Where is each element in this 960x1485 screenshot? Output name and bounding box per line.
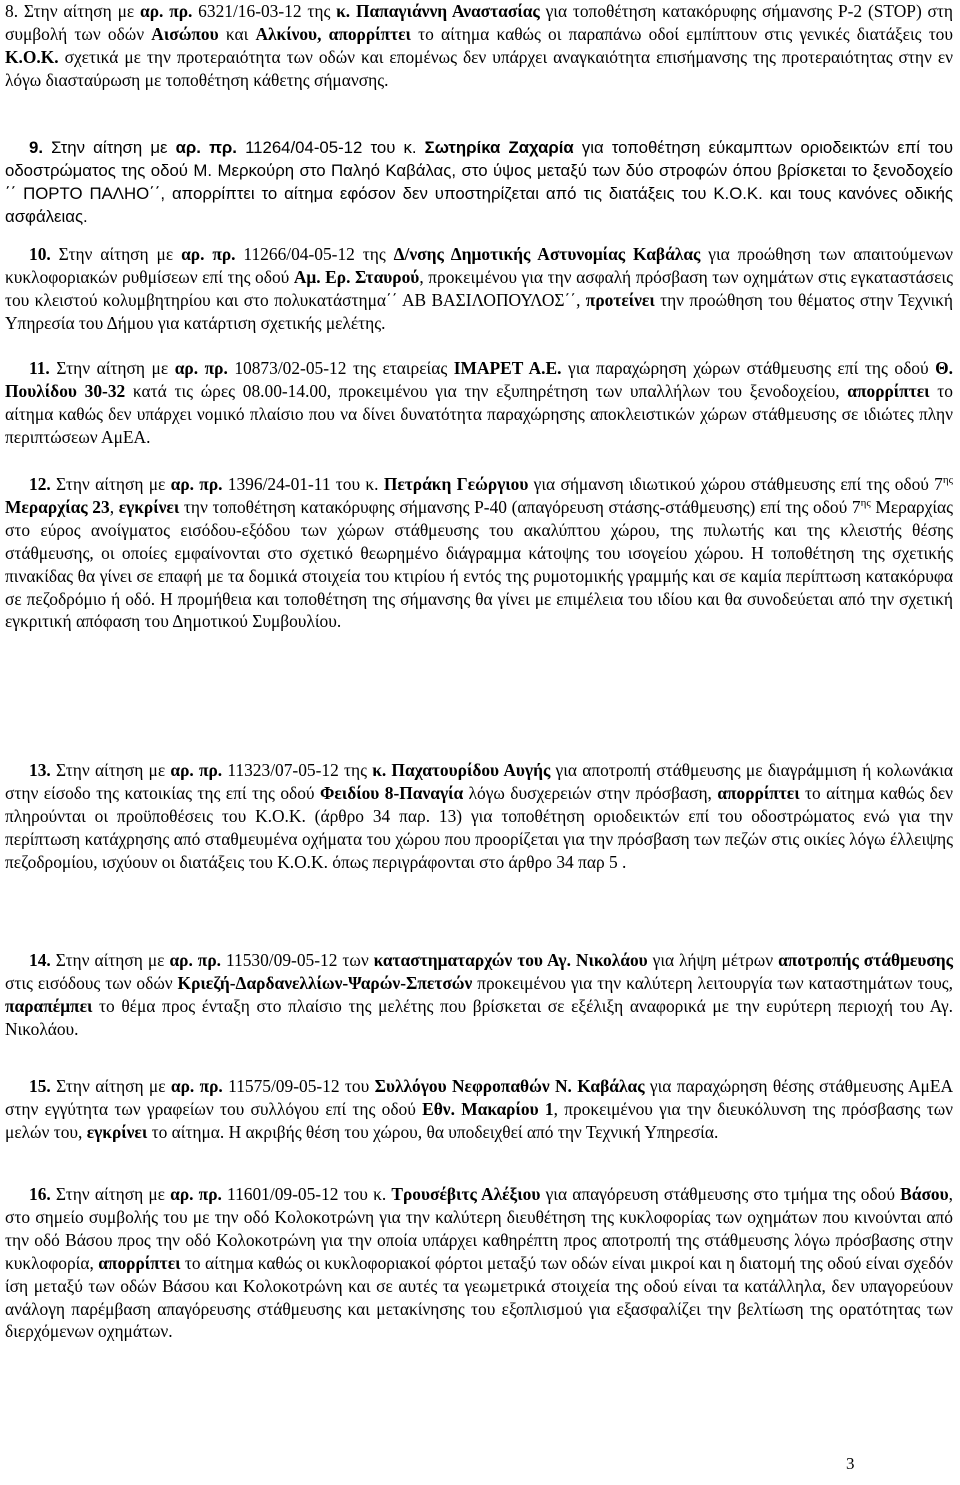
text-run: Μεραρχίας στο εύρος ανοίγματος εισόδου-εξόδου των χώρων στάθμευσης του ακαλύπτου χώρου, της πυλωτής και της κλειστής θέσης στάθμευσης, οι οποίες εμφαίνονται στο σχετικό θεωρημένο διάγραμμα κάτοψης του ισογείου χώρου. Η τοποθέτηση της σχετικής πινακίδας θα γίνει σε επαφή με τα δομικά στοιχεία του κτιρίου ή εντός της ρυμοτομικής γραμμής και σε καμία περίπτωση κατακόρυφα σε πεζοδρόμιο ή οδό. Η προμήθεια και τοποθέτηση της σήμανσης θα γίνει με επιμέλεια του ιδίου και θα συνοδεύεται από την σχετική εγκριτική απόφαση του Δημοτικού Συμβουλίου. — [5, 496, 954, 632]
text-run: Στην αίτηση με — [50, 1184, 171, 1204]
bold-text-run: 16. — [29, 1184, 51, 1204]
text-run: 10873/02-05-12 της εταιρείας — [227, 358, 454, 378]
bold-text-run: εγκρίνει — [86, 1121, 148, 1142]
text-run: , — [109, 496, 119, 517]
bold-text-run: αρ. πρ. — [169, 950, 221, 970]
bold-text-run: αρ. πρ. — [170, 760, 223, 780]
text-run: 11601/09-05-12 του κ. — [221, 1184, 392, 1204]
bold-text-run: αρ. πρ. — [181, 244, 236, 264]
item-16 — [5, 1183, 953, 1343]
item-14 — [5, 949, 953, 1041]
bold-text-run: κ. Παχατουρίδου Αυγής — [372, 760, 551, 780]
bold-text-run: 9. — [29, 138, 43, 157]
bold-text-run: Κ.Ο.Κ. — [5, 46, 59, 67]
text-run: για παραχώρηση χώρων στάθμευσης επί της οδού — [561, 358, 936, 378]
item-9 — [5, 137, 953, 229]
bold-text-run: απορρίπτει — [717, 782, 800, 803]
bold-text-run: ΙΜΑΡΕΤ Α.Ε. — [453, 358, 562, 378]
bold-text-run: Πετράκη Γεώργιου — [383, 474, 529, 494]
ordinal-suffix: ης — [860, 496, 871, 509]
bold-text-run: 14. — [29, 950, 51, 970]
text-run: κατά τις ώρες 08.00-14.00, προκειμένου για την εξυπηρέτηση των υπαλλήλων του ξενοδοχείου, — [125, 380, 848, 401]
text-run: την προώθηση του θέματος στην Τεχνική Υπηρεσία του Δήμου για κατάρτιση σχετικής μελέτης. — [5, 289, 954, 333]
bold-text-run: 10. — [29, 244, 51, 264]
text-run: 6321/16-03-12 της — [192, 1, 337, 21]
bold-text-run: 11. — [29, 358, 50, 378]
text-run: 11575/09-05-12 του — [222, 1076, 375, 1096]
bold-text-run: παραπέμπει — [5, 995, 93, 1016]
text-run: για λήψη μέτρων — [647, 950, 779, 970]
bold-text-run: απορρίπτει — [98, 1252, 181, 1273]
bold-text-run: απορρίπτει — [847, 380, 930, 401]
text-run: και — [218, 23, 256, 44]
text-run: 11266/04-05-12 της — [235, 244, 394, 264]
text-run: Στην αίτηση με — [50, 760, 171, 780]
bold-text-run: Σωτηρίκα Ζαχαρία — [424, 138, 574, 157]
item-13 — [5, 759, 953, 874]
text-run: σχετικά με την προτεραιότητα των οδών και επομένως δεν υπάρχει αναγκαιότητα επισήμανσης της προτεραιότητας στην εν λόγω διασταύρωση με τοποθέτηση κάθετης σήμανσης. — [5, 46, 953, 90]
text-run: το αίτημα καθώς οι κυκλοφοριακοί φόρτοι μεταξύ των οδών είναι μικροί και η διατομή της οδού είναι σχεδόν ίση μεταξύ των οδών Βάσου και Κολοκοτρώνη και σε αυτές τα γεωμετρικά στοιχεία της οδού είναι τα κατάλληλα, δεν υπαγορεύουν ανάλογη παρέμβαση απαγόρευσης στάθμευσης και μετακίνησης του εξοπλισμού για εξασφαλίζει την βελτίωση της ορατότητας των διερχόμενων οχημάτων. — [5, 1252, 953, 1342]
bold-text-run: Συλλόγου Νεφροπαθών Ν. Καβάλας — [374, 1076, 645, 1096]
text-run: 11530/09-05-12 των — [220, 950, 374, 970]
bold-text-run: Φειδίου 8-Παναγία — [319, 782, 464, 803]
text-run: στις εισόδους των οδών — [5, 972, 178, 993]
text-run: , προκειμένου για την ασφαλή πρόσβαση των οχημάτων στις εγκαταστάσεις του κλειστού κολυμβητηρίου και στο πολυκατάστημα΄΄ ΑΒ ΒΑΣΙΛΟΠΟΥΛΟΣ΄΄, — [5, 266, 953, 310]
bold-text-run: προτείνει — [585, 289, 655, 310]
bold-text-run: Θ. Πουλίδου 30-32 — [5, 358, 953, 401]
item-15 — [5, 1075, 953, 1144]
text-run: για τοποθέτηση εύκαμπτων οριοδεικτών επί του οδοστρώματος της οδού Μ. Μερκούρη στο Παληό Καβάλας, στο ύψος μεταξύ των δύο στροφών όπου βρίσκεται το ξενοδοχείο ΄΄ ΠΟΡΤΟ ΠΑΛΗΟ΄΄, απορρίπτει το αίτημα εφόσον δεν υποστηρίζεται από τις διατάξεις του Κ.Ο.Κ. και τους κανόνες οδικής ασφάλειας. — [5, 138, 954, 226]
text-run: Στην αίτηση με — [50, 950, 170, 970]
text-run: προκειμένου για την καλύτερη λειτουργία των καταστημάτων τους, — [472, 972, 953, 993]
ordinal-suffix: ης — [942, 474, 953, 486]
bold-text-run: εγκρίνει — [118, 496, 180, 517]
text-run: για αποτροπή στάθμευσης με διαγράμμιση ή κολωνάκια στην είσοδο της κατοικίας της επί της οδού — [5, 760, 953, 803]
bold-text-run: αρ. πρ. — [175, 138, 237, 157]
bold-text-run: Βάσου — [900, 1184, 949, 1204]
item-11 — [5, 357, 953, 449]
page-number: 3 — [846, 1454, 855, 1473]
bold-text-run: αρ. πρ. — [140, 1, 193, 21]
text-run: 8. Στην αίτηση με — [5, 1, 141, 21]
text-run: 1396/24-01-11 του κ. — [222, 474, 384, 494]
bold-text-run: Δ/νσης Δημοτικής Αστυνομίας Καβάλας — [393, 244, 701, 264]
bold-text-run: Τρουσέβιτς Αλέξιου — [391, 1184, 541, 1204]
bold-text-run: καταστηματαρχών του Αγ. Νικολάου — [373, 950, 648, 970]
bold-text-run: Μεραρχίας 23 — [5, 496, 110, 517]
text-run: για τοποθέτηση κατακόρυφης σήμανσης Ρ-2 (STOP) στη συμβολή των οδών — [5, 1, 954, 44]
text-run: Στην αίτηση με — [50, 474, 171, 494]
text-run: Στην αίτηση με — [49, 358, 175, 378]
text-run: Στην αίτηση με — [50, 244, 182, 264]
bold-text-run: Κριεζή-Δαρδανελλίων-Ψαρών-Σπετσών — [177, 972, 473, 993]
bold-text-run: Αμ. Ερ. Σταυρού — [293, 266, 420, 287]
bold-text-run: 13. — [29, 760, 51, 780]
item-8 — [5, 0, 953, 92]
text-run: το αίτημα καθώς δεν πληρούνται οι προϋποθέσεις του Κ.Ο.Κ. (άρθρο 34 παρ. 13) για τοποθέτηση οριοδεικτών επί του οδοστρώματος ενώ για την περίπτωση κατάχρησης από σταθμευμένα οχήματα του χώρου που προορίζεται για την πρόσβαση των πεζών στις οικίες λόγω έλλειψης πεζοδρομίου, ισχύουν οι διατάξεις του Κ.Ο.Κ. όπως περιγράφονται στο άρθρο 34 παρ 5 . — [5, 782, 954, 872]
text-run: την τοποθέτηση κατακόρυφης σήμανσης Ρ-40 (απαγόρευση στάσης-στάθμευσης) επί της οδού 7 — [179, 496, 861, 517]
text-run: για προώθηση των απαιτούμενων κυκλοφοριακών ρυθμίσεων επί της οδού — [5, 244, 953, 287]
text-run: το αίτημα καθώς δεν υπάρχει νομικό πλαίσιο που να δίνει δυνατότητα παραχώρησης αποκλειστικών χώρων στάθμευσης σε ιδιώτες πλην περιπτώσεων ΑμΕΑ. — [5, 380, 953, 447]
text-run: για σήμανση ιδιωτικού χώρου στάθμευσης επί της οδού 7 — [528, 474, 943, 494]
text-run: Στην αίτηση με — [43, 138, 176, 157]
bold-text-run: αποτροπής στάθμευσης — [778, 950, 954, 970]
text-run: το θέμα προς ένταξη στο πλαίσιο της μελέτης που βρίσκεται σε εξέλιξη αναφορικά με την ευρύτερη περιοχή του Αγ. Νικολάου. — [5, 995, 953, 1039]
bold-text-run: 15. — [29, 1076, 51, 1096]
text-run: 11323/07-05-12 της — [222, 760, 373, 780]
text-run: για απαγόρευση στάθμευσης στο τμήμα της οδού — [540, 1184, 901, 1204]
text-run: το αίτημα. Η ακριβής θέση του χώρου, θα υποδειχθεί από την Τεχνική Υπηρεσία. — [147, 1121, 719, 1142]
item-12 — [5, 473, 953, 633]
text-run: , στο σημείο συμβολής του με την οδό Κολοκοτρώνη για την καλύτερη διευθέτηση της κυκλοφορίας των οχημάτων που κινούνται από την οδό Βάσου προς την οδό Κολοκοτρώνη για την οποία υπάρχει καθηρέπτη προς αποτροπή της στάθμευσης λόγω πρόσβασης στην κυκλοφορία, — [5, 1184, 953, 1273]
bold-text-run: Αισώπου — [151, 23, 219, 44]
bold-text-run: κ. Παπαγιάννη Αναστασίας — [336, 1, 540, 21]
bold-text-run: Εθν. Μακαρίου 1 — [422, 1098, 554, 1119]
text-run: για παραχώρηση θέσης στάθμευσης ΑμΕΑ στην εγγύτητα των γραφείων του συλλόγου επί της οδού — [5, 1076, 954, 1119]
bold-text-run: 12. — [29, 474, 51, 494]
bold-text-run: αρ. πρ. — [170, 1184, 222, 1204]
text-run: Στην αίτηση με — [50, 1076, 171, 1096]
bold-text-run: αρ. πρ. — [174, 358, 228, 378]
bold-text-run: αρ. πρ. — [170, 474, 223, 494]
bold-text-run: Αλκίνου, απορρίπτει — [255, 23, 411, 44]
text-run: λόγω δυσχερειών στην πρόσβαση, — [463, 782, 718, 803]
text-run: το αίτημα καθώς οι παραπάνω οδοί εμπίπτουν στις γενικές διατάξεις του — [410, 23, 953, 44]
text-run: , προκειμένου για την διευκόλυνση της πρόσβασης των μελών του, — [5, 1098, 953, 1142]
text-run: 11264/04-05-12 του κ. — [236, 138, 425, 157]
item-10 — [5, 243, 953, 335]
bold-text-run: αρ. πρ. — [170, 1076, 223, 1096]
